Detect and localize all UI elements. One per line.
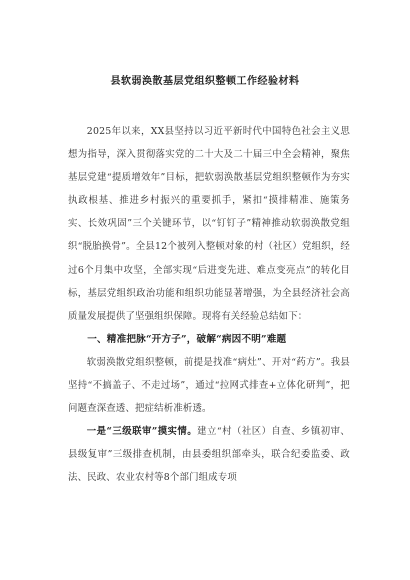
subsection-1-paragraph <box>68 420 350 489</box>
subsection-1-text: 建立“村（社区）自查、乡镇初审、县级复审”三级排查机制，由县委组织部牵头，联合纪委监委、政法、民政、农业农村等8个部门组成专项 <box>68 426 351 484</box>
intro-paragraph: 2025年以来，XX县坚持以习近平新时代中国特色社会主义思想为指导，深入贯彻落实党的二十大及二十届三中全会精神，聚焦基层党建“提质增效年”目标，把软弱涣散基层党组织整顿作为夯实执政根基、推进乡村振兴的重要抓手，紧扣“摸排精准、施策务实、长效巩固”三个关键环节，以“钉钉子”精神推动软弱涣散党组织“脱胎换骨”。全县12个被列入整顿对象的村（社区）党组织，经过6个月集中攻坚，全部实现“后进变先进、难点变亮点”的转化目标，基层党组织政治功能和组织功能显著增强，为全县经济社会高质量发展提供了坚强组织保障。现将有关经验总结如下： <box>68 126 350 322</box>
document-title: 县软弱涣散基层党组织整顿工作经验材料 <box>110 76 300 87</box>
document-body <box>68 120 350 490</box>
subsection-1-lead: 一是“三级联审”摸实情。 <box>86 426 198 438</box>
section-1-heading: 一、精准把脉“开方子”，破解“病因不明”难题 <box>87 333 287 345</box>
section-1-paragraph: 软弱涣散党组织整顿，前提是找准“病灶”、开对“药方”。我县坚持“不搞盖子、不走过场”，通过“拉网式排查+立体化研判”，把问题查深查透、把症结析准析透。 <box>68 356 350 415</box>
